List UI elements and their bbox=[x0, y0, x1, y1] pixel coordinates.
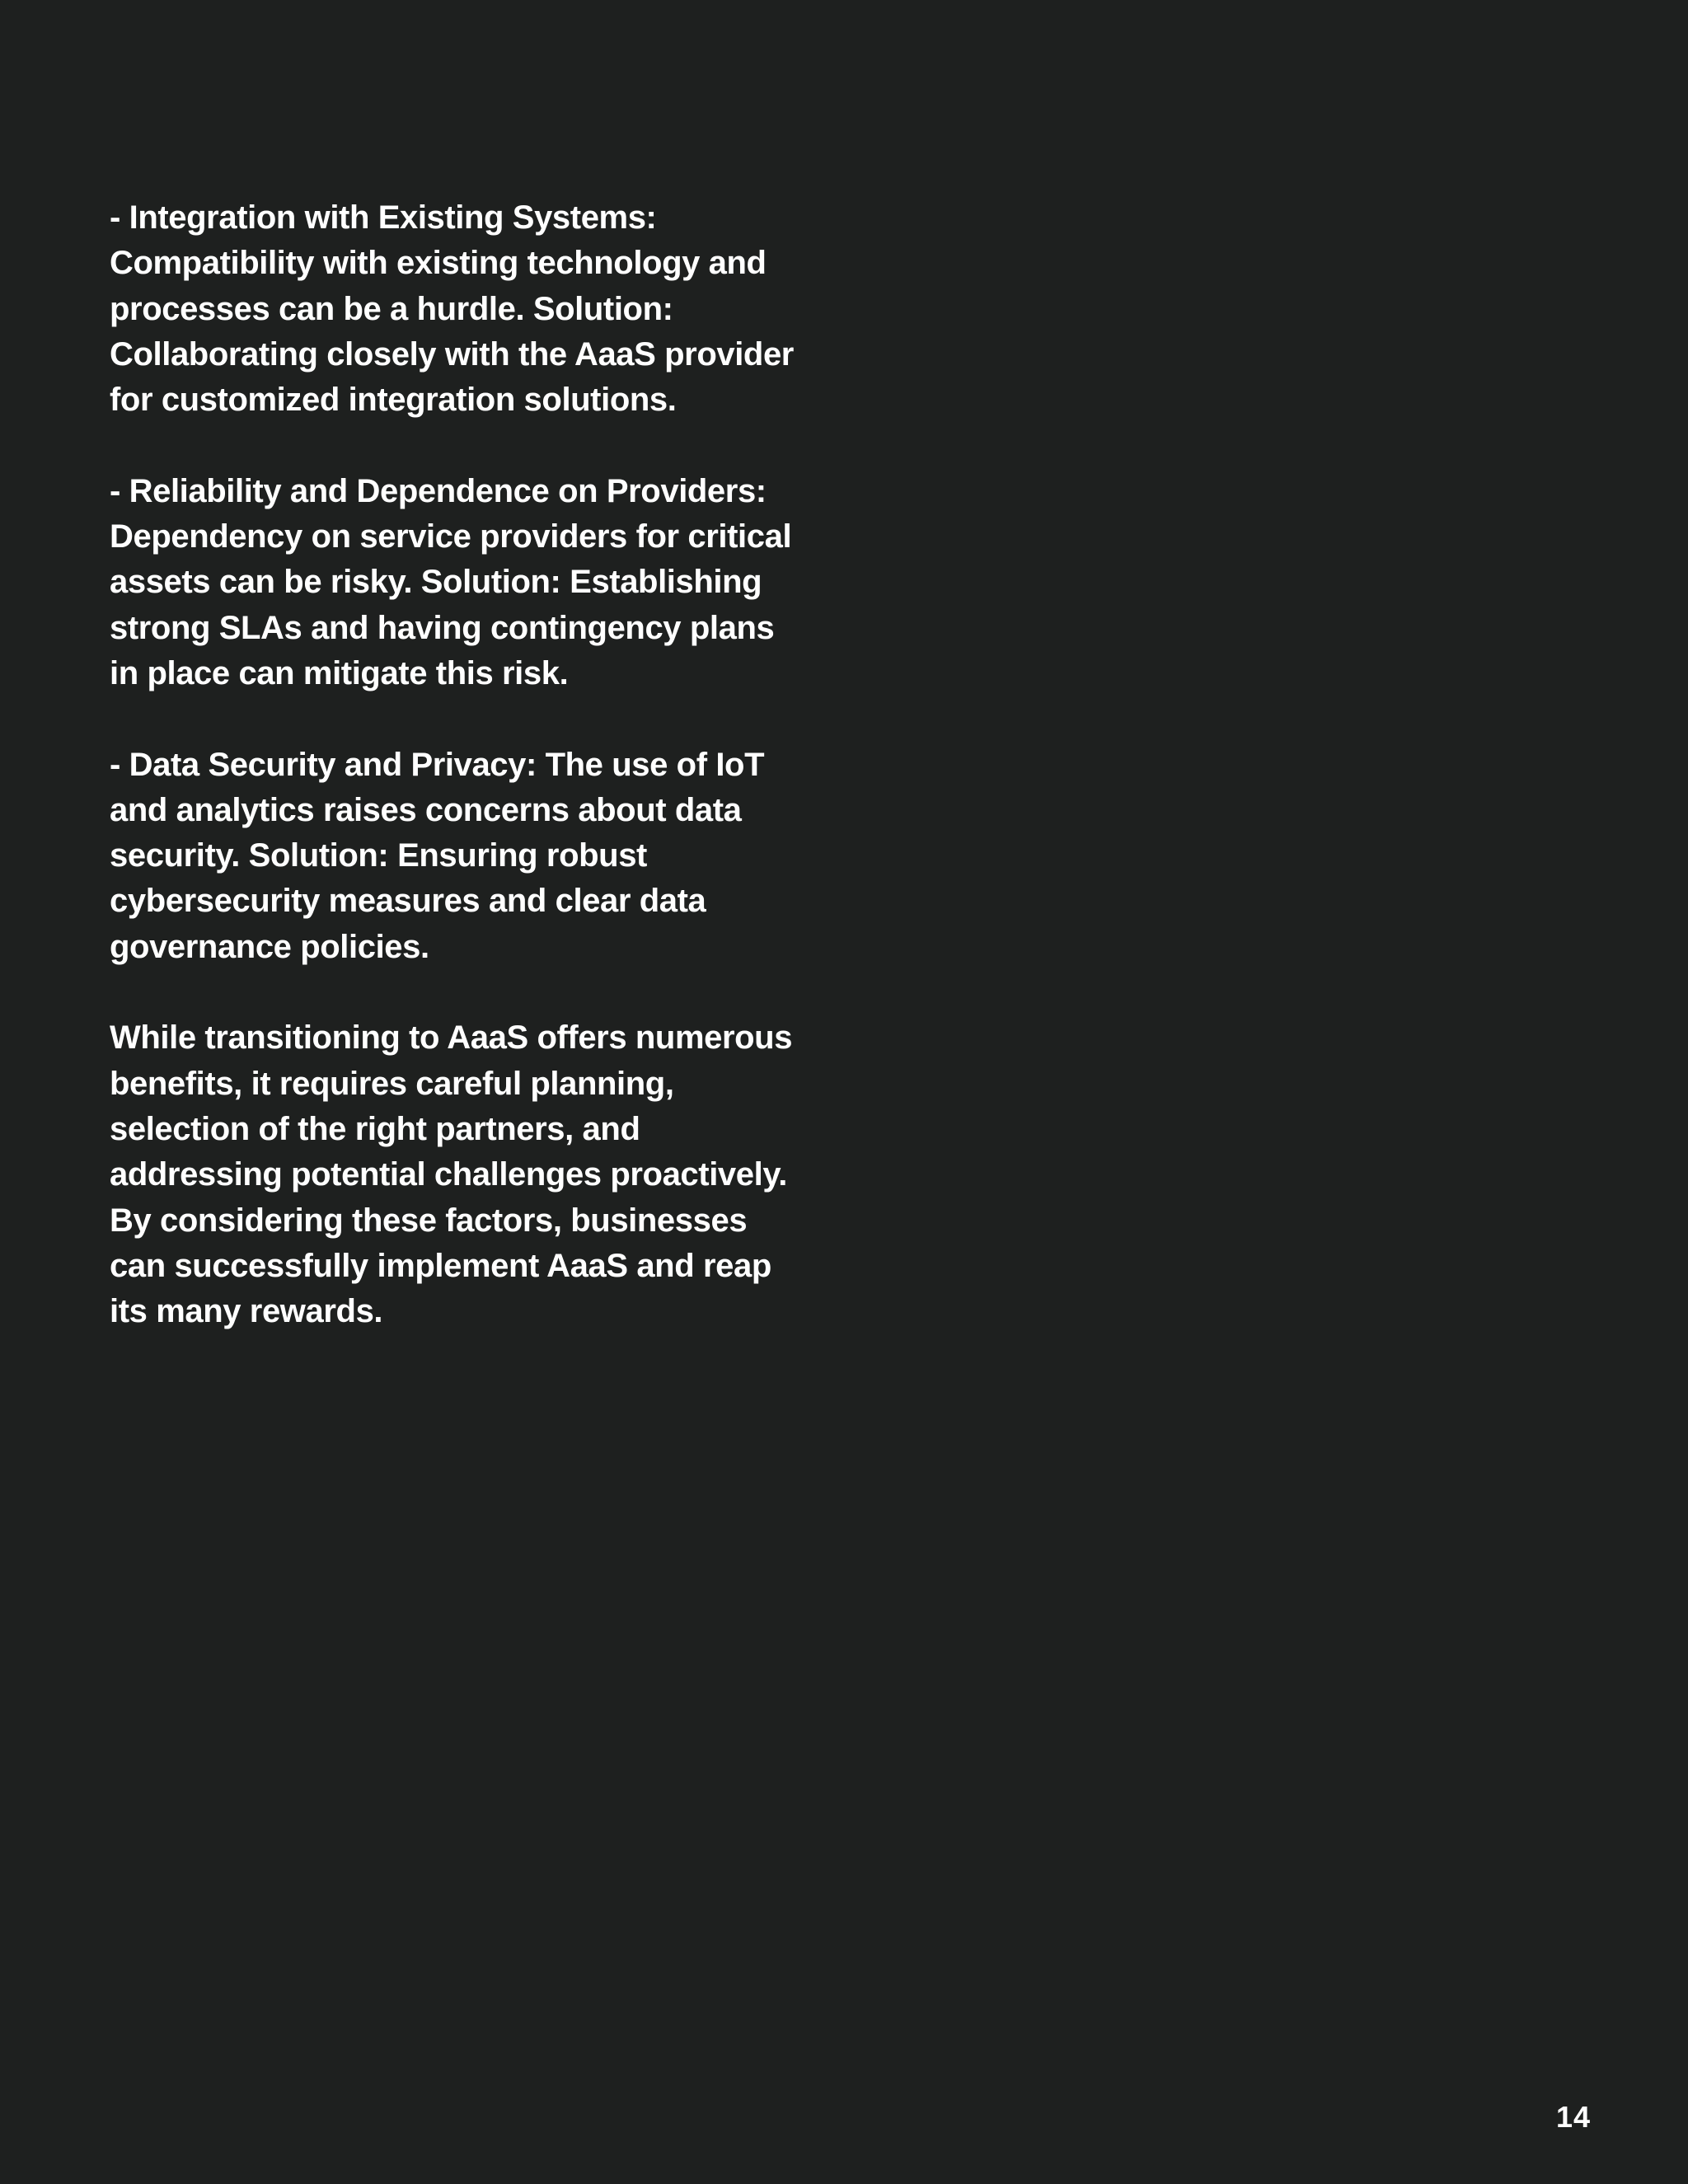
page-number: 14 bbox=[1556, 2100, 1592, 2134]
body-text bbox=[110, 195, 802, 1334]
paragraph-conclusion: While transitioning to AaaS offers numerous benefits, it requires careful planning, selection of the right partners, and addressing potential challenges proactively. By considering these factors, businesses can successfully implement AaaS and reap its many rewards. bbox=[110, 1019, 793, 1330]
paragraph-integration: - Integration with Existing Systems: Compatibility with existing technology and processes can be a hurdle. Solution: Collaborating closely with the AaaS provider for customized integration solutions. bbox=[110, 199, 794, 419]
paragraph-data-security: - Data Security and Privacy: The use of IoT and analytics raises concerns about data security. Solution: Ensuring robust cybersecurity measures and clear data governance policies. bbox=[110, 746, 765, 965]
paragraph-reliability: - Reliability and Dependence on Providers: Dependency on service providers for critical assets can be risky. Solution: Establishing strong SLAs and having contingency plans in place can mitigate this risk. bbox=[110, 472, 792, 691]
